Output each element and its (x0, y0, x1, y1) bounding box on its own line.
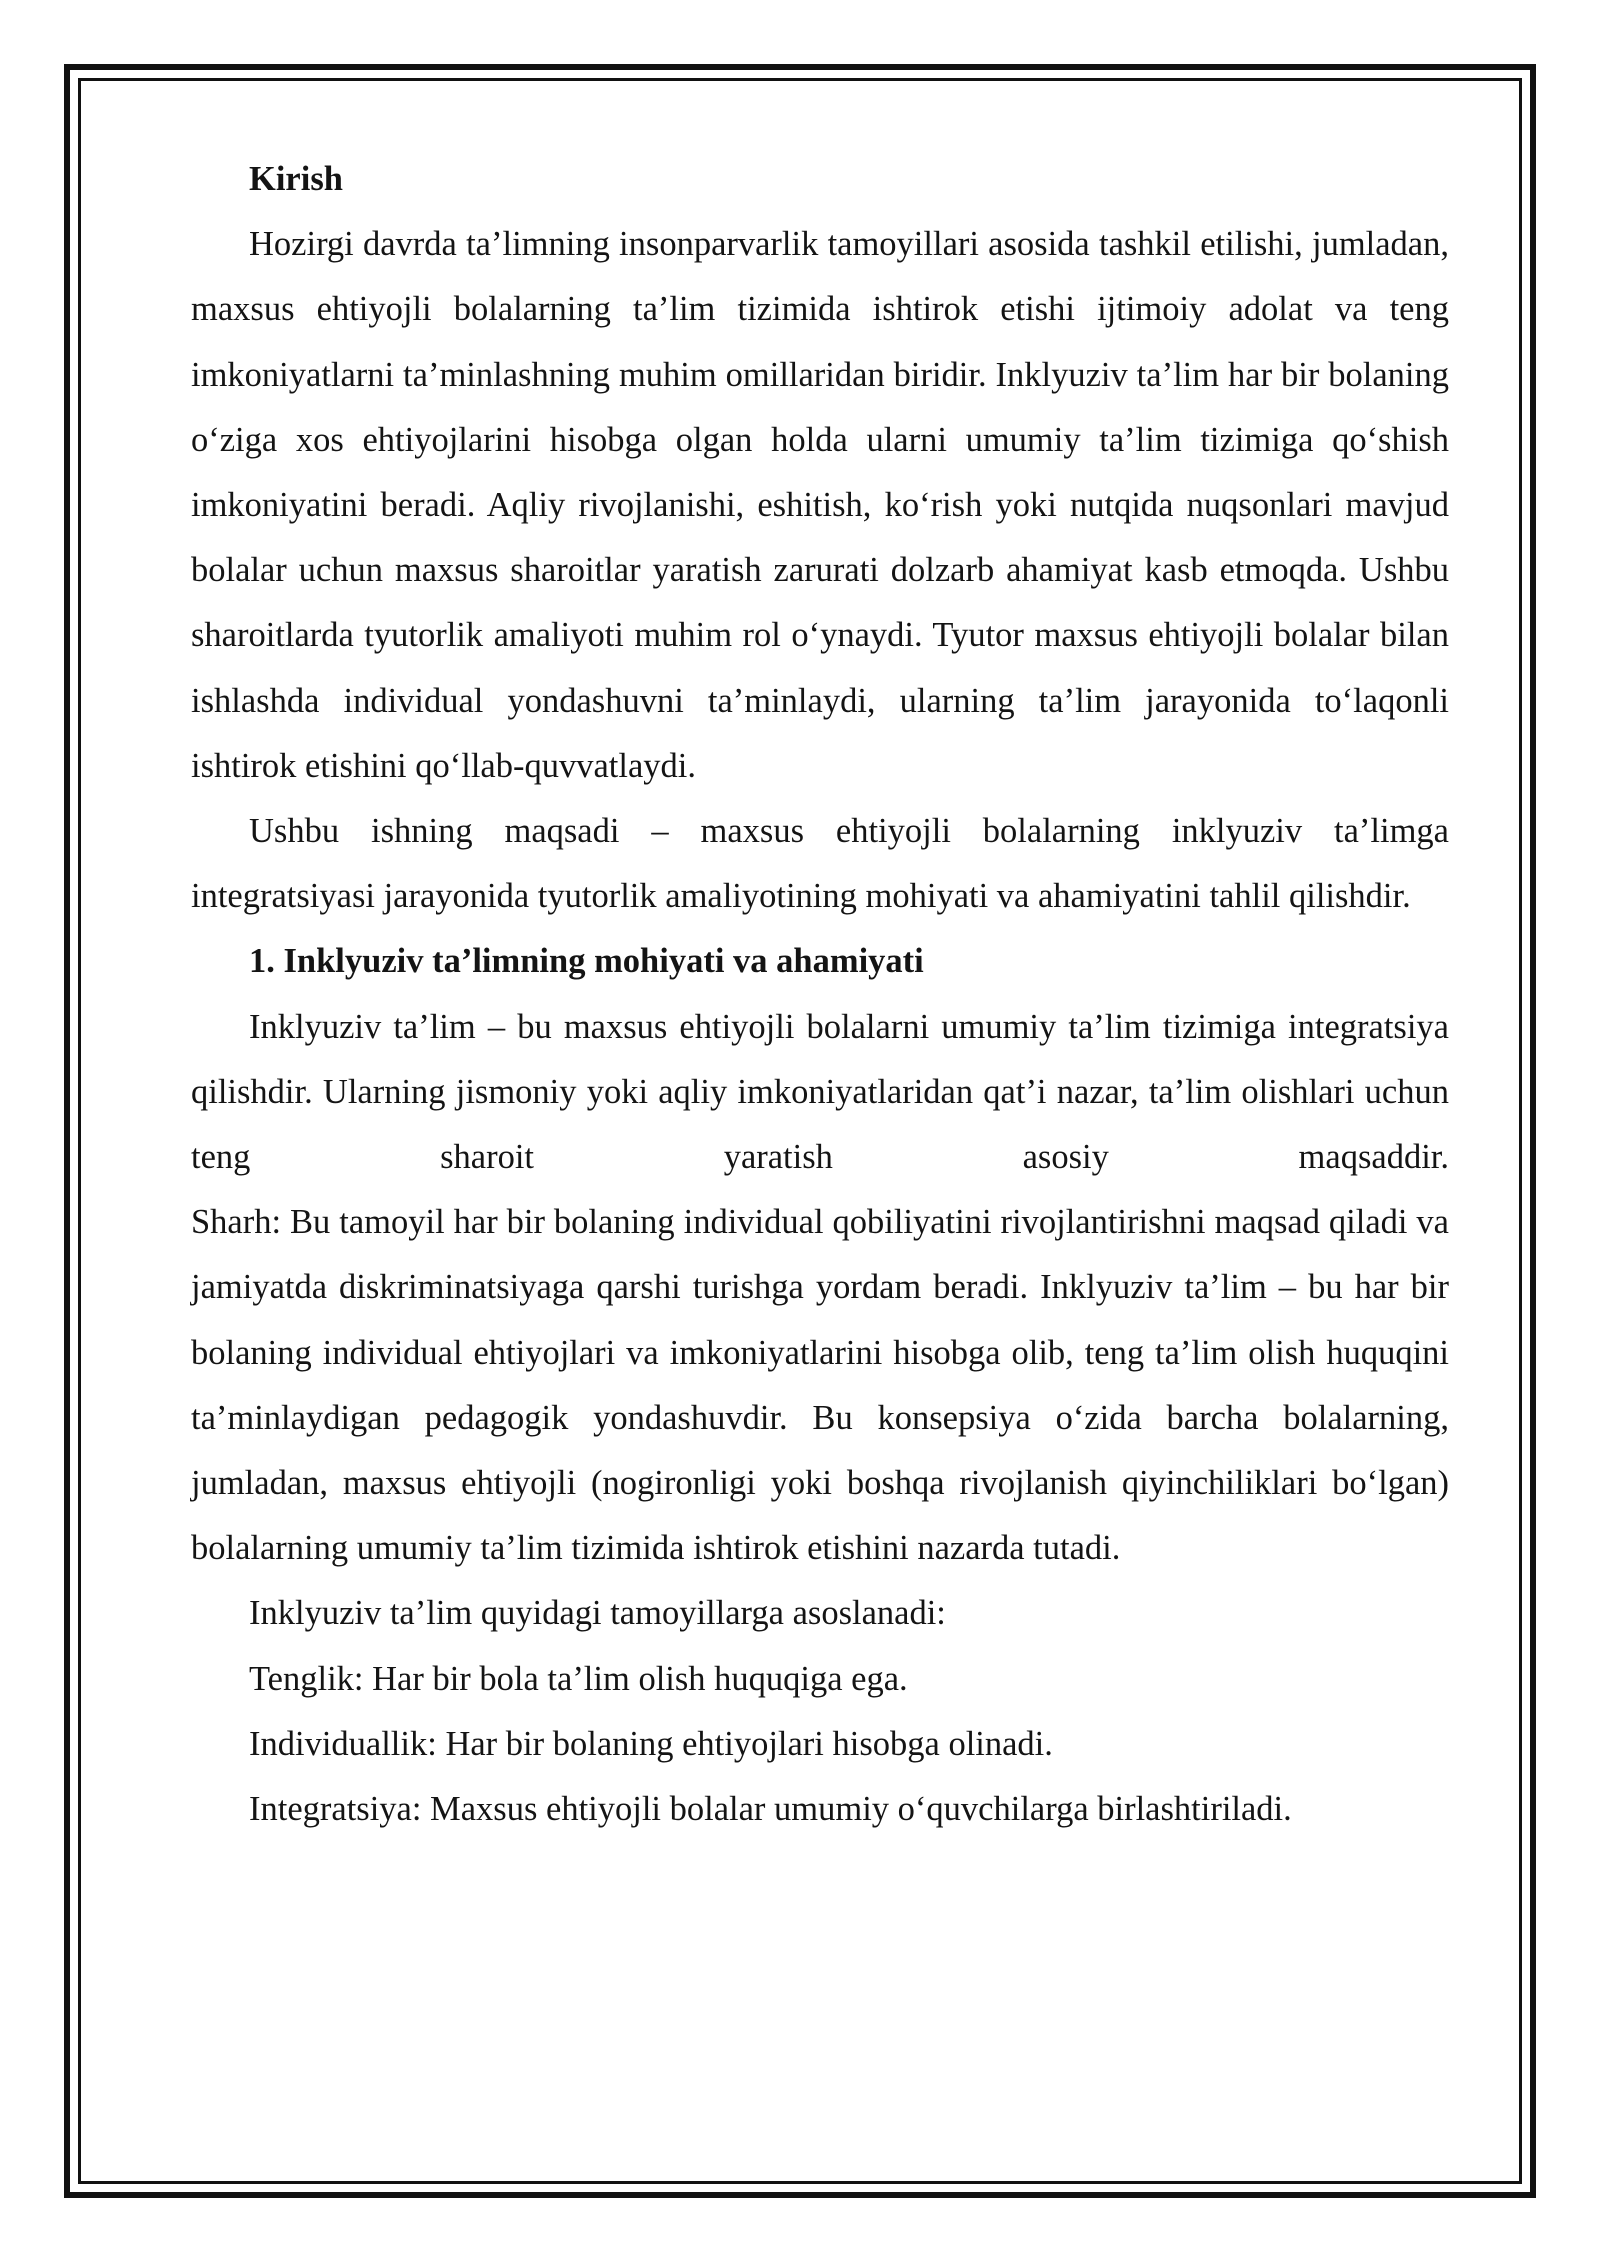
principle-item-individuality: Individuallik: Har bir bolaning ehtiyojlari hisobga olinadi. (249, 1724, 1053, 1763)
section1-heading: 1. Inklyuziv ta’limning mohiyati va ahamiyati (249, 942, 924, 981)
section1-paragraph-a-wrap (191, 995, 1449, 1191)
principle-item-integration: Integratsiya: Maxsus ehtiyojli bolalar umumiy o‘quvchilarga birlashtiriladi. (249, 1790, 1292, 1829)
section1-paragraph-a: Inklyuziv ta’lim – bu maxsus ehtiyojli bolalarni umumiy ta’lim tizimiga integratsiya qilishdir. Ularning jismoniy yoki aqliy imkoniyatlaridan qat’i nazar, ta’lim olishlari uchun teng sharoit yaratish asosiy maqsaddir. (191, 1007, 1449, 1177)
principles-intro: Inklyuziv ta’lim quyidagi tamoyillarga asoslanadi: (249, 1594, 946, 1633)
principle-item-equality: Tenglik: Har bir bola ta’lim olish huquqiga ega. (249, 1659, 908, 1698)
intro-heading: Kirish (249, 160, 343, 198)
intro-paragraph: Hozirgi davrda ta’limning insonparvarlik tamoyillari asosida tashkil etilishi, jumladan, maxsus ehtiyojli bolalarning ta’lim tizimida ishtirok etishi ijtimoiy adolat va teng imkoniyatlarni ta’minlashning muhim omillaridan biridir. Inklyuziv ta’lim har bir bolaning o‘ziga xos ehtiyojlarini hisobga olgan holda ularni umumiy ta’lim tizimiga qo‘shish imkoniyatini beradi. Aqliy rivojlanishi, eshitish, ko‘rish yoki nutqida nuqsonlari mavjud bolalar uchun maxsus sharoitlar yaratish zarurati dolzarb ahamiyat kasb etmoqda. Ushbu sharoitlarda tyutorlik amaliyoti muhim rol o‘ynaydi. Tyutor maxsus ehtiyojli bolalar bilan ishlashda individual yondashuvni ta’minlaydi, ularning ta’lim jarayonida to‘laqonli ishtirok etishini qo‘llab-quvvatlaydi. (191, 225, 1449, 785)
section1-paragraph-b: Sharh: Bu tamoyil har bir bolaning individual qobiliyatini rivojlantirishni maqsad qiladi va jamiyatda diskriminatsiyaga qarshi turishga yordam beradi. Inklyuziv ta’lim – bu har bir bolaning individual ehtiyojlari va imkoniyatlarini hisobga olib, teng ta’lim olish huquqini ta’minlaydigan pedagogik yondashuvdir. Bu konsepsiya o‘zida barcha bolalarning, jumladan, maxsus ehtiyojli (nogironligi yoki boshqa rivojlanish qiyinchiliklari bo‘lgan) bolalarning umumiy ta’lim tizimida ishtirok etishini nazarda tutadi. (191, 1203, 1449, 1568)
aim-paragraph: Ushbu ishning maqsadi – maxsus ehtiyojli bolalarning inklyuziv ta’limga integratsiyasi jarayonida tyutorlik amaliyotining mohiyati va ahamiyatini tahlil qilishdir. (191, 812, 1449, 916)
document-body (191, 147, 1449, 1842)
